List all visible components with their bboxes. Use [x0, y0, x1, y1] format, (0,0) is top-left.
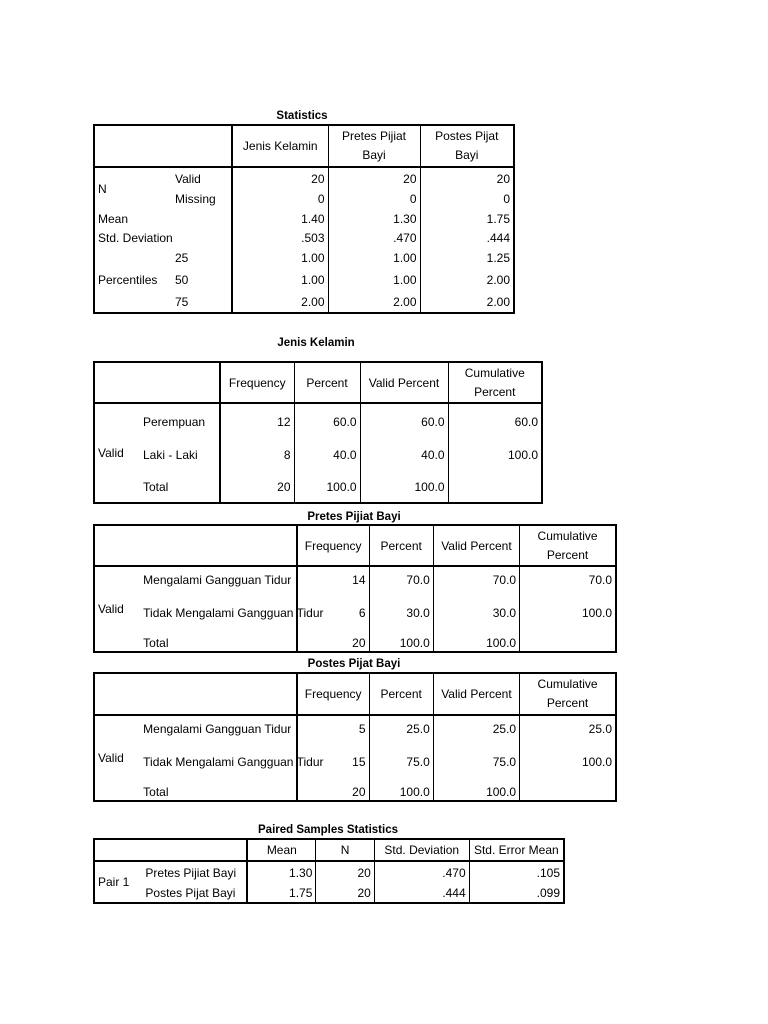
table-header-row	[94, 839, 564, 861]
pretes-title: Pretes Pijiat Bayi	[307, 511, 401, 523]
table-row	[94, 439, 542, 471]
col-header: Std. Deviation	[374, 839, 469, 861]
row-group-label: Percentiles	[98, 272, 158, 287]
col-header: Frequency	[297, 673, 369, 715]
col-header: Cumulative Percent	[520, 673, 616, 715]
row-label: 25	[172, 247, 232, 269]
table-row	[94, 783, 616, 801]
table-cell: 20	[232, 167, 328, 189]
table-cell: 100.0	[360, 471, 448, 503]
table-header-row	[94, 525, 616, 566]
table-cell: 100.0	[581, 606, 612, 620]
table-cell: 100.0	[433, 783, 519, 801]
table-cell: 20	[316, 861, 374, 883]
table-cell: 1.75	[486, 211, 510, 226]
table-cell: 20	[220, 471, 294, 503]
col-header: Jenis Kelamin	[232, 125, 328, 167]
row-label: Tidak Mengalami Gangguan Tidur	[140, 592, 297, 634]
jenis-kelamin-table	[93, 361, 543, 504]
table-cell: 2.00	[328, 291, 420, 313]
row-group-label: Pair 1	[98, 875, 130, 889]
table-cell: 1.00	[328, 247, 420, 269]
row-label: Mean	[94, 209, 232, 228]
table-cell: 100.0	[369, 634, 433, 652]
col-header: Pretes Pijiat Bayi	[328, 125, 420, 167]
table-cell: 25.0	[433, 715, 519, 741]
row-group-label: Valid	[98, 446, 124, 460]
col-header: Percent	[369, 673, 433, 715]
row-label: Total	[140, 783, 297, 801]
pretes-table	[93, 524, 617, 653]
table-cell: 1.00	[328, 269, 420, 291]
table-cell: 60.0	[514, 414, 538, 429]
table-cell: 75.0	[369, 741, 433, 783]
table-cell: .470	[328, 228, 420, 247]
table-cell: 100.0	[507, 448, 538, 462]
col-header: Valid Percent	[433, 525, 519, 566]
row-label: Mengalami Gangguan Tidur	[140, 566, 297, 592]
table-cell: 2.00	[486, 294, 510, 309]
table-row	[94, 403, 542, 439]
table-cell: 1.25	[486, 251, 510, 265]
table-cell: 100.0	[369, 783, 433, 801]
paired-table	[93, 838, 565, 904]
table-cell	[520, 783, 616, 801]
row-label: Std. Deviation	[94, 228, 232, 247]
table-cell: 40.0	[360, 439, 448, 471]
jenis-kelamin-title: Jenis Kelamin	[277, 337, 355, 349]
table-cell: 100.0	[294, 471, 360, 503]
table-cell: 5	[297, 715, 369, 741]
table-cell: 2.00	[486, 273, 510, 287]
col-header: Percent	[369, 525, 433, 566]
table-row	[94, 209, 514, 228]
col-header: Mean	[247, 839, 316, 861]
table-cell: .444	[374, 883, 469, 903]
table-cell: 20	[496, 171, 510, 186]
col-header: Frequency	[297, 525, 369, 566]
statistics-table	[93, 124, 515, 314]
table-cell: 25.0	[588, 721, 612, 736]
row-label: 75	[172, 291, 232, 313]
row-label: 50	[172, 269, 232, 291]
table-cell: .470	[374, 861, 469, 883]
row-label: Tidak Mengalami Gangguan Tidur	[140, 741, 297, 783]
table-cell: 60.0	[360, 403, 448, 439]
postes-title: Postes Pijat Bayi	[307, 658, 401, 670]
table-cell: 2.00	[232, 291, 328, 313]
table-cell: 0	[328, 189, 420, 209]
table-cell: 100.0	[581, 755, 612, 769]
statistics-title: Statistics	[276, 110, 328, 122]
col-header: Cumulative Percent	[520, 525, 616, 566]
table-cell: 20	[328, 167, 420, 189]
table-row	[94, 228, 514, 247]
row-label: Total	[140, 634, 297, 652]
table-cell: 20	[316, 883, 374, 903]
row-label: Perempuan	[140, 403, 220, 439]
row-label: Valid	[172, 167, 232, 189]
table-cell: 1.30	[247, 861, 316, 883]
table-cell: 15	[297, 741, 369, 783]
table-cell: 1.00	[232, 269, 328, 291]
table-header-row	[94, 362, 542, 403]
table-cell: 60.0	[294, 403, 360, 439]
table-cell: .105	[536, 865, 560, 880]
table-cell: 6	[297, 592, 369, 634]
table-cell: 1.00	[232, 247, 328, 269]
row-label: Pretes Pijiat Bayi	[142, 861, 247, 883]
col-header: Valid Percent	[360, 362, 448, 403]
table-row	[94, 741, 616, 783]
table-header-row	[94, 673, 616, 715]
col-header: Cumulative Percent	[448, 362, 542, 403]
table-cell: 70.0	[369, 566, 433, 592]
table-row	[94, 471, 542, 503]
table-cell	[520, 634, 616, 652]
table-cell: 1.30	[328, 209, 420, 228]
row-label: Postes Pijat Bayi	[142, 883, 247, 903]
col-header: Postes Pijat Bayi	[420, 125, 514, 167]
table-cell: 14	[297, 566, 369, 592]
table-cell: 20	[297, 634, 369, 652]
col-header: N	[316, 839, 374, 861]
table-cell: 12	[220, 403, 294, 439]
col-header: Std. Error Mean	[469, 839, 564, 861]
table-row	[94, 883, 564, 903]
table-cell: 100.0	[433, 634, 519, 652]
table-row	[94, 592, 616, 634]
table-row	[94, 634, 616, 652]
table-cell: 0	[503, 192, 510, 206]
table-cell	[448, 471, 542, 503]
table-cell: .099	[536, 885, 560, 900]
row-label: Laki - Laki	[140, 439, 220, 471]
table-row	[94, 715, 616, 741]
table-cell: .444	[486, 230, 510, 245]
table-cell: 1.40	[232, 209, 328, 228]
row-label: Missing	[172, 189, 232, 209]
table-row	[94, 566, 616, 592]
paired-title: Paired Samples Statistics	[258, 824, 398, 836]
table-cell: .503	[232, 228, 328, 247]
table-cell: 75.0	[433, 741, 519, 783]
table-cell: 70.0	[588, 572, 612, 587]
postes-table	[93, 672, 617, 802]
table-cell: 30.0	[433, 592, 519, 634]
table-cell: 8	[220, 439, 294, 471]
table-cell: 70.0	[433, 566, 519, 592]
table-header-row	[94, 125, 514, 167]
row-group-label: N	[98, 181, 107, 196]
row-label: Total	[140, 471, 220, 503]
table-cell: 0	[232, 189, 328, 209]
table-row	[94, 861, 564, 883]
table-cell: 30.0	[369, 592, 433, 634]
row-group-label: Valid	[98, 751, 124, 765]
table-row	[94, 247, 514, 269]
col-header: Frequency	[220, 362, 294, 403]
table-cell: 20	[297, 783, 369, 801]
col-header: Valid Percent	[433, 673, 519, 715]
table-cell: 25.0	[369, 715, 433, 741]
col-header: Percent	[294, 362, 360, 403]
table-cell: 1.75	[247, 883, 316, 903]
row-label: Mengalami Gangguan Tidur	[140, 715, 297, 741]
table-cell: 40.0	[294, 439, 360, 471]
table-row	[94, 167, 514, 189]
row-group-label: Valid	[98, 602, 124, 616]
